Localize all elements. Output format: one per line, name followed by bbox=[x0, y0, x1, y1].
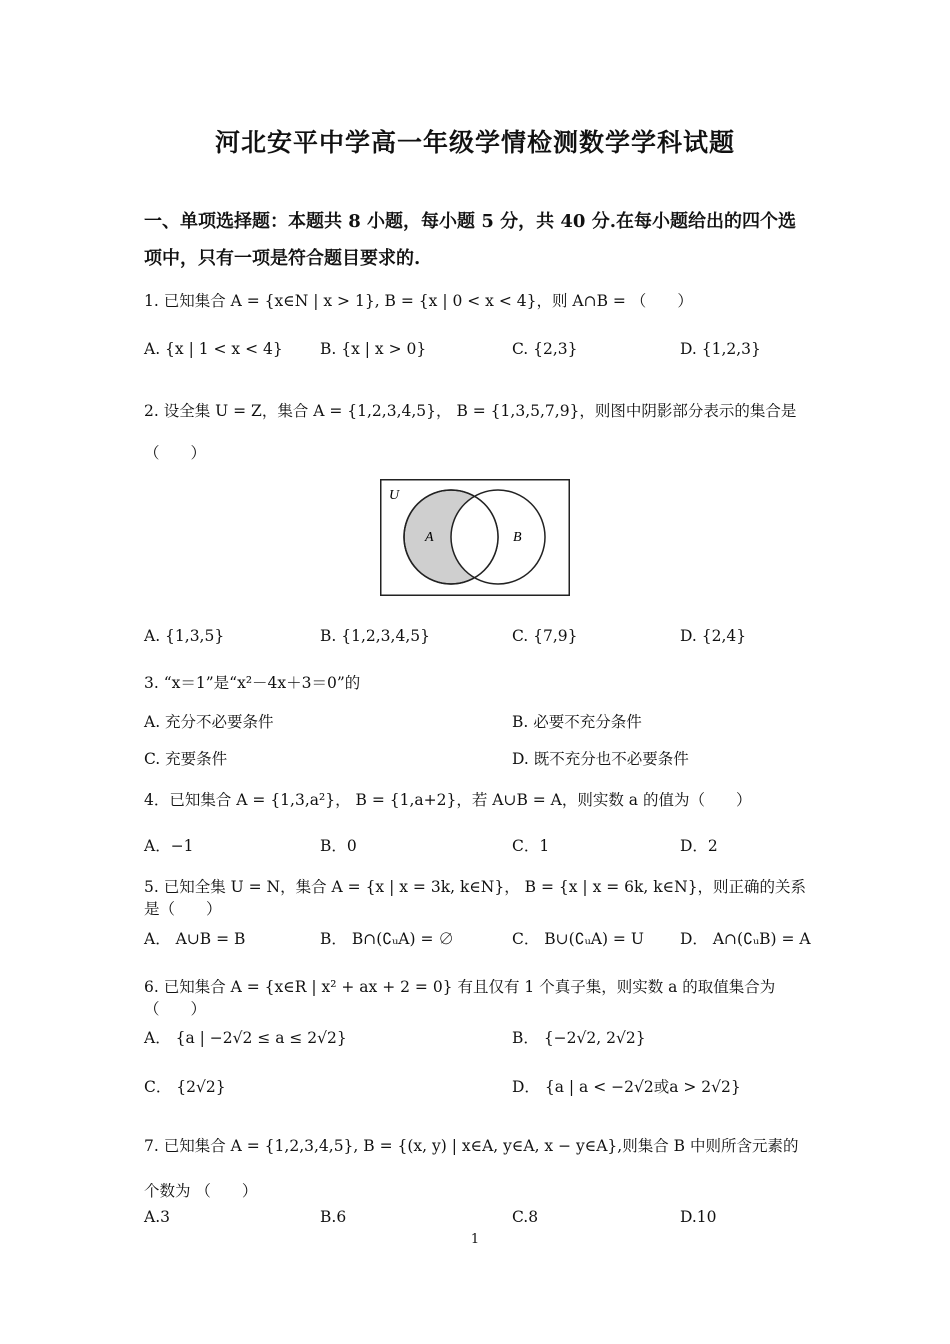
option-a: A. 充分不必要条件 bbox=[144, 713, 274, 731]
page-title: 河北安平中学高一年级学情检测数学学科试题 bbox=[214, 128, 735, 157]
question-6-options-row2 bbox=[144, 1075, 809, 1099]
option-d: D．2 bbox=[680, 837, 718, 855]
option-c: C. 充要条件 bbox=[144, 750, 228, 768]
page-number: 1 bbox=[470, 1232, 480, 1247]
option-c: C． B∪(∁ᵤA) = U bbox=[512, 930, 644, 948]
option-a: A． A∪B = B bbox=[144, 930, 246, 948]
label-b: B bbox=[513, 530, 522, 545]
option-b: B. {x | x > 0} bbox=[320, 340, 427, 358]
question-4-stem: 4．已知集合 A = {1,3,a²}， B = {1,a+2}，若 A∪B = A，则实数 a 的值为（ ） bbox=[144, 791, 752, 809]
option-d: D. {1,2,3} bbox=[680, 340, 761, 358]
option-a: A． {a | −2√2 ≤ a ≤ 2√2} bbox=[144, 1029, 347, 1047]
option-d: D.10 bbox=[680, 1208, 717, 1226]
option-d: D. 既不充分也不必要条件 bbox=[512, 750, 689, 768]
question-4-options bbox=[144, 834, 809, 858]
question-3-stem: 3. “x＝1”是“x²－4x＋3＝0”的 bbox=[144, 674, 361, 692]
question-6-stem: 6. 已知集合 A = {x∈R | x² + ax + 2 = 0} 有且仅有 1 个真子集，则实数 a 的取值集合为（ ） bbox=[144, 978, 776, 1018]
option-c: C． {2√2} bbox=[144, 1078, 226, 1096]
option-d: D． {a | a < −2√2或a > 2√2} bbox=[512, 1078, 741, 1096]
label-u: U bbox=[389, 488, 400, 503]
question-5-options bbox=[144, 927, 809, 951]
option-c: C. {2,3} bbox=[512, 340, 578, 358]
question-2-stem: 2. 设全集 U = Z，集合 A = {1,2,3,4,5}， B = {1,3,5,7,9}，则图中阴影部分表示的集合是（ ） bbox=[144, 402, 797, 462]
option-c: C.8 bbox=[512, 1208, 539, 1226]
option-d: D． A∩(∁ᵤB) = A bbox=[680, 930, 811, 948]
question-3-options-row2 bbox=[144, 747, 809, 771]
question-1-stem: 1. 已知集合 A = {x∈N | x > 1}, B = {x | 0 < x < 4}，则 A∩B = （ ） bbox=[144, 292, 693, 310]
question-5-stem: 5. 已知全集 U = N，集合 A = {x | x = 3k, k∈N}， B = {x | x = 6k, k∈N}，则正确的关系是（ ） bbox=[144, 878, 807, 918]
question-2-options bbox=[144, 627, 809, 651]
option-b: B. 必要不充分条件 bbox=[512, 713, 642, 731]
section-heading: 一、单项选择题：本题共 8 小题，每小题 5 分，共 40 分.在每小题给出的四个选项中，只有一项是符合题目要求的. bbox=[144, 211, 796, 269]
option-b: B.6 bbox=[320, 1208, 347, 1226]
option-c: C．1 bbox=[512, 837, 550, 855]
question-7-options bbox=[144, 1208, 809, 1232]
question-6-options-row1 bbox=[144, 1026, 809, 1050]
option-a: A. {1,3,5} bbox=[144, 627, 225, 645]
option-b: B． B∩(∁ᵤA) = ∅ bbox=[320, 930, 454, 948]
option-a: A．−1 bbox=[144, 837, 194, 855]
venn-diagram bbox=[380, 479, 570, 596]
label-a: A bbox=[425, 530, 434, 545]
option-c: C. {7,9} bbox=[512, 627, 578, 645]
question-7-stem: 7. 已知集合 A = {1,2,3,4,5}, B = {(x, y) | x∈A, y∈A, x − y∈A},则集合 B 中则所含元素的个数为 （ ） bbox=[144, 1137, 799, 1200]
question-3-options-row1 bbox=[144, 710, 809, 734]
option-a: A.3 bbox=[144, 1208, 170, 1226]
option-d: D. {2,4} bbox=[680, 627, 747, 645]
option-b: B． {−2√2, 2√2} bbox=[512, 1029, 646, 1047]
option-b: B. {1,2,3,4,5} bbox=[320, 627, 430, 645]
question-1-options bbox=[144, 340, 809, 364]
option-b: B．0 bbox=[320, 837, 357, 855]
option-a: A. {x | 1 < x < 4} bbox=[144, 340, 283, 358]
